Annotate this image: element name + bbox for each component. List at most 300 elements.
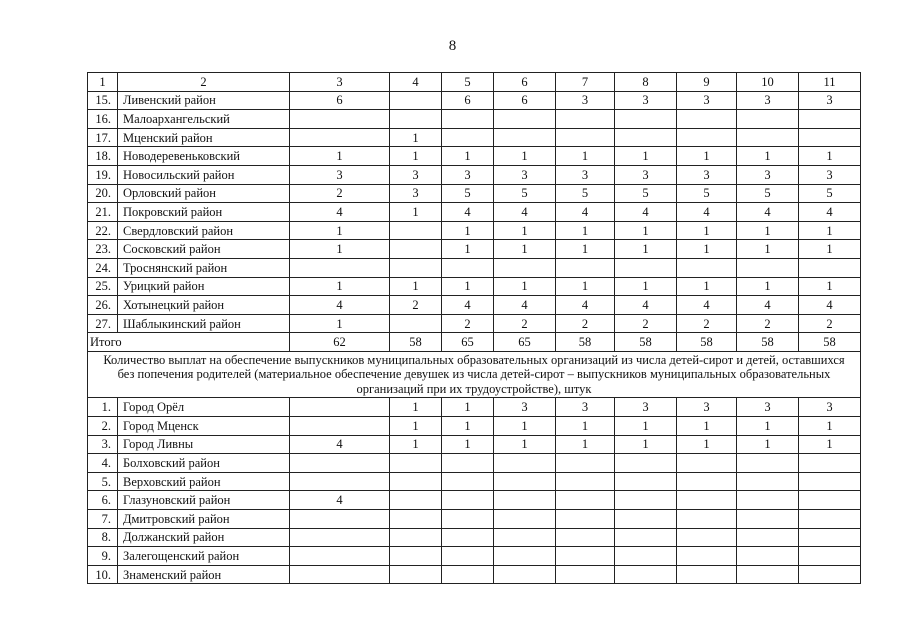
value-cell [494, 528, 556, 547]
table-row [88, 184, 861, 203]
district-name: Знаменский район [118, 565, 290, 584]
district-name: Город Ливны [118, 435, 290, 454]
value-cell: 4 [290, 491, 390, 510]
value-cell: 3 [799, 398, 861, 417]
value-cell: 6 [442, 91, 494, 110]
value-cell: 6 [290, 91, 390, 110]
value-cell: 1 [442, 398, 494, 417]
value-cell [390, 547, 442, 566]
value-cell [390, 258, 442, 277]
value-cell [799, 565, 861, 584]
value-cell [290, 509, 390, 528]
value-cell [799, 472, 861, 491]
value-cell [442, 128, 494, 147]
value-cell: 3 [615, 91, 677, 110]
header-cell: 4 [390, 73, 442, 92]
value-cell: 5 [799, 184, 861, 203]
value-cell: 3 [615, 165, 677, 184]
value-cell [290, 417, 390, 436]
district-name: Малоархангельский [118, 110, 290, 129]
value-cell: 4 [494, 296, 556, 315]
value-cell: 1 [390, 203, 442, 222]
value-cell: 5 [615, 184, 677, 203]
value-cell [290, 565, 390, 584]
table-row [88, 472, 861, 491]
header-cell: 3 [290, 73, 390, 92]
table-row [88, 110, 861, 129]
value-cell: 4 [290, 435, 390, 454]
row-number: 4. [88, 454, 118, 473]
value-cell: 1 [556, 240, 615, 259]
value-cell [442, 258, 494, 277]
value-cell [290, 547, 390, 566]
value-cell [390, 491, 442, 510]
row-number: 1. [88, 398, 118, 417]
district-name: Дмитровский район [118, 509, 290, 528]
table-row [88, 417, 861, 436]
value-cell [615, 565, 677, 584]
value-cell [556, 528, 615, 547]
value-cell: 3 [442, 165, 494, 184]
total-value: 62 [290, 333, 390, 352]
value-cell [556, 472, 615, 491]
header-cell: 9 [677, 73, 737, 92]
value-cell: 3 [799, 165, 861, 184]
value-cell [494, 128, 556, 147]
value-cell: 2 [677, 314, 737, 333]
district-name: Должанский район [118, 528, 290, 547]
value-cell [677, 547, 737, 566]
value-cell: 1 [494, 221, 556, 240]
value-cell [799, 454, 861, 473]
value-cell [290, 528, 390, 547]
district-name: Город Мценск [118, 417, 290, 436]
data-table [87, 72, 861, 584]
value-cell: 3 [615, 398, 677, 417]
value-cell: 1 [290, 240, 390, 259]
value-cell: 5 [677, 184, 737, 203]
row-number: 6. [88, 491, 118, 510]
value-cell: 3 [494, 165, 556, 184]
row-number: 27. [88, 314, 118, 333]
value-cell [677, 565, 737, 584]
value-cell: 2 [556, 314, 615, 333]
value-cell [390, 472, 442, 491]
district-name: Троснянский район [118, 258, 290, 277]
table-row [88, 258, 861, 277]
value-cell: 4 [677, 296, 737, 315]
table-row [88, 296, 861, 315]
value-cell [290, 454, 390, 473]
value-cell: 2 [799, 314, 861, 333]
value-cell [799, 547, 861, 566]
value-cell: 1 [737, 221, 799, 240]
district-name: Верховский район [118, 472, 290, 491]
value-cell [615, 128, 677, 147]
table-row [88, 147, 861, 166]
value-cell: 2 [615, 314, 677, 333]
value-cell: 4 [615, 296, 677, 315]
value-cell [442, 110, 494, 129]
value-cell: 1 [737, 435, 799, 454]
value-cell [737, 528, 799, 547]
value-cell: 1 [494, 435, 556, 454]
header-cell: 11 [799, 73, 861, 92]
value-cell [390, 528, 442, 547]
value-cell: 1 [615, 147, 677, 166]
value-cell [737, 472, 799, 491]
row-number: 26. [88, 296, 118, 315]
value-cell: 3 [390, 165, 442, 184]
value-cell [615, 110, 677, 129]
value-cell [442, 547, 494, 566]
value-cell [494, 565, 556, 584]
value-cell: 1 [615, 221, 677, 240]
value-cell: 2 [290, 184, 390, 203]
total-label: Итого [88, 333, 290, 352]
value-cell [442, 528, 494, 547]
value-cell: 1 [494, 147, 556, 166]
value-cell: 3 [390, 184, 442, 203]
value-cell [442, 454, 494, 473]
value-cell [799, 110, 861, 129]
value-cell [677, 110, 737, 129]
value-cell: 1 [556, 435, 615, 454]
value-cell [390, 509, 442, 528]
value-cell: 1 [737, 417, 799, 436]
row-number: 16. [88, 110, 118, 129]
value-cell: 2 [494, 314, 556, 333]
value-cell: 1 [442, 221, 494, 240]
value-cell: 5 [442, 184, 494, 203]
table-row [88, 165, 861, 184]
value-cell [677, 128, 737, 147]
row-number: 2. [88, 417, 118, 436]
value-cell: 1 [737, 147, 799, 166]
value-cell [615, 258, 677, 277]
value-cell [737, 547, 799, 566]
value-cell [737, 509, 799, 528]
total-value: 58 [677, 333, 737, 352]
row-number: 22. [88, 221, 118, 240]
section-row [88, 351, 861, 398]
value-cell: 3 [799, 91, 861, 110]
value-cell [494, 547, 556, 566]
district-name: Орловский район [118, 184, 290, 203]
value-cell: 1 [290, 147, 390, 166]
value-cell [799, 128, 861, 147]
value-cell [677, 472, 737, 491]
value-cell [615, 547, 677, 566]
value-cell: 1 [615, 277, 677, 296]
district-name: Свердловский район [118, 221, 290, 240]
value-cell [615, 528, 677, 547]
value-cell: 1 [677, 277, 737, 296]
district-name: Новодеревеньковский [118, 147, 290, 166]
value-cell: 1 [615, 240, 677, 259]
value-cell: 4 [290, 296, 390, 315]
row-number: 24. [88, 258, 118, 277]
value-cell: 1 [799, 277, 861, 296]
value-cell [390, 221, 442, 240]
total-value: 65 [494, 333, 556, 352]
value-cell: 4 [290, 203, 390, 222]
value-cell: 3 [677, 165, 737, 184]
value-cell [677, 528, 737, 547]
total-value: 58 [615, 333, 677, 352]
table-row [88, 509, 861, 528]
table-row [88, 128, 861, 147]
value-cell: 3 [290, 165, 390, 184]
value-cell [390, 314, 442, 333]
header-cell: 7 [556, 73, 615, 92]
value-cell [290, 110, 390, 129]
table-row [88, 277, 861, 296]
district-name: Новосильский район [118, 165, 290, 184]
value-cell [737, 128, 799, 147]
value-cell: 4 [737, 203, 799, 222]
table-row [88, 203, 861, 222]
value-cell [442, 509, 494, 528]
row-number: 25. [88, 277, 118, 296]
row-number: 3. [88, 435, 118, 454]
value-cell: 4 [615, 203, 677, 222]
value-cell: 4 [737, 296, 799, 315]
value-cell [556, 509, 615, 528]
header-cell: 2 [118, 73, 290, 92]
section-title: Количество выплат на обеспечение выпускников муниципальных образовательных организаций из числа детей-сирот и детей, оставшихся без попечения родителей (материальное обеспечение девушек из числа детей-сирот – выпускников муниципальных образовательных организаций при их трудоустройстве), штук [88, 351, 861, 398]
value-cell: 6 [494, 91, 556, 110]
value-cell [290, 128, 390, 147]
value-cell: 1 [442, 240, 494, 259]
value-cell: 4 [677, 203, 737, 222]
district-name: Мценский район [118, 128, 290, 147]
value-cell: 1 [442, 417, 494, 436]
value-cell [556, 258, 615, 277]
row-number: 17. [88, 128, 118, 147]
value-cell: 3 [556, 165, 615, 184]
value-cell [737, 491, 799, 510]
value-cell: 4 [799, 203, 861, 222]
value-cell [390, 454, 442, 473]
value-cell: 2 [442, 314, 494, 333]
district-name: Ливенский район [118, 91, 290, 110]
value-cell: 3 [737, 165, 799, 184]
header-cell: 6 [494, 73, 556, 92]
value-cell [494, 110, 556, 129]
value-cell: 1 [494, 417, 556, 436]
row-number: 9. [88, 547, 118, 566]
value-cell: 1 [737, 277, 799, 296]
header-cell: 8 [615, 73, 677, 92]
value-cell [677, 491, 737, 510]
total-value: 65 [442, 333, 494, 352]
value-cell [799, 491, 861, 510]
value-cell: 1 [677, 240, 737, 259]
value-cell: 1 [615, 435, 677, 454]
value-cell: 1 [677, 221, 737, 240]
value-cell: 5 [556, 184, 615, 203]
value-cell [615, 491, 677, 510]
value-cell [442, 491, 494, 510]
value-cell: 1 [799, 147, 861, 166]
value-cell: 1 [799, 435, 861, 454]
value-cell: 5 [737, 184, 799, 203]
header-cell: 10 [737, 73, 799, 92]
value-cell: 1 [615, 417, 677, 436]
row-number: 5. [88, 472, 118, 491]
value-cell: 1 [442, 147, 494, 166]
value-cell: 1 [390, 435, 442, 454]
value-cell: 2 [737, 314, 799, 333]
value-cell [442, 565, 494, 584]
value-cell: 1 [556, 277, 615, 296]
value-cell: 3 [737, 398, 799, 417]
value-cell [677, 454, 737, 473]
value-cell: 1 [290, 314, 390, 333]
table-row [88, 565, 861, 584]
value-cell [494, 472, 556, 491]
value-cell: 1 [390, 417, 442, 436]
value-cell: 3 [556, 91, 615, 110]
row-number: 15. [88, 91, 118, 110]
value-cell: 1 [737, 240, 799, 259]
value-cell: 1 [390, 277, 442, 296]
value-cell [556, 565, 615, 584]
value-cell [737, 110, 799, 129]
value-cell [799, 258, 861, 277]
value-cell [556, 128, 615, 147]
value-cell: 4 [799, 296, 861, 315]
district-name: Глазуновский район [118, 491, 290, 510]
value-cell [615, 472, 677, 491]
value-cell: 1 [494, 240, 556, 259]
value-cell: 4 [442, 203, 494, 222]
total-row [88, 333, 861, 352]
header-cell: 1 [88, 73, 118, 92]
value-cell: 1 [677, 435, 737, 454]
value-cell [615, 454, 677, 473]
value-cell: 1 [290, 277, 390, 296]
value-cell: 2 [390, 296, 442, 315]
value-cell [677, 509, 737, 528]
value-cell [494, 491, 556, 510]
district-name: Покровский район [118, 203, 290, 222]
value-cell: 1 [390, 398, 442, 417]
page-number: 8 [448, 38, 457, 54]
table-row [88, 314, 861, 333]
value-cell: 1 [799, 240, 861, 259]
value-cell: 1 [390, 147, 442, 166]
value-cell [290, 472, 390, 491]
value-cell: 1 [556, 147, 615, 166]
value-cell: 1 [556, 221, 615, 240]
value-cell: 3 [677, 398, 737, 417]
value-cell [556, 454, 615, 473]
value-cell: 3 [556, 398, 615, 417]
value-cell: 1 [390, 128, 442, 147]
row-number: 18. [88, 147, 118, 166]
table-row [88, 454, 861, 473]
value-cell: 1 [799, 417, 861, 436]
total-value: 58 [737, 333, 799, 352]
value-cell [494, 258, 556, 277]
row-number: 8. [88, 528, 118, 547]
row-number: 10. [88, 565, 118, 584]
value-cell: 1 [556, 417, 615, 436]
value-cell: 1 [677, 417, 737, 436]
value-cell [390, 110, 442, 129]
row-number: 21. [88, 203, 118, 222]
district-name: Хотынецкий район [118, 296, 290, 315]
table-body [88, 73, 861, 584]
value-cell [556, 110, 615, 129]
value-cell: 4 [494, 203, 556, 222]
table-row [88, 221, 861, 240]
column-number-row [88, 73, 861, 92]
value-cell [799, 509, 861, 528]
total-value: 58 [799, 333, 861, 352]
table-row [88, 435, 861, 454]
value-cell [494, 454, 556, 473]
district-name: Урицкий район [118, 277, 290, 296]
value-cell [442, 472, 494, 491]
value-cell: 1 [677, 147, 737, 166]
value-cell: 1 [799, 221, 861, 240]
table-row [88, 91, 861, 110]
row-number: 23. [88, 240, 118, 259]
district-name: Сосковский район [118, 240, 290, 259]
row-number: 19. [88, 165, 118, 184]
header-cell: 5 [442, 73, 494, 92]
value-cell [737, 565, 799, 584]
value-cell [290, 398, 390, 417]
value-cell [737, 454, 799, 473]
value-cell: 1 [290, 221, 390, 240]
table-row [88, 240, 861, 259]
total-value: 58 [390, 333, 442, 352]
value-cell [290, 258, 390, 277]
district-name: Город Орёл [118, 398, 290, 417]
district-name: Залегощенский район [118, 547, 290, 566]
table-row [88, 528, 861, 547]
value-cell [799, 528, 861, 547]
value-cell [556, 491, 615, 510]
value-cell [390, 240, 442, 259]
value-cell: 1 [494, 277, 556, 296]
value-cell: 4 [556, 203, 615, 222]
value-cell: 4 [442, 296, 494, 315]
value-cell: 3 [494, 398, 556, 417]
value-cell [556, 547, 615, 566]
total-value: 58 [556, 333, 615, 352]
row-number: 20. [88, 184, 118, 203]
value-cell: 3 [677, 91, 737, 110]
value-cell [615, 509, 677, 528]
district-name: Болховский район [118, 454, 290, 473]
value-cell: 1 [442, 435, 494, 454]
table-row [88, 547, 861, 566]
value-cell: 4 [556, 296, 615, 315]
value-cell [390, 91, 442, 110]
table-row [88, 491, 861, 510]
value-cell: 5 [494, 184, 556, 203]
value-cell: 3 [737, 91, 799, 110]
row-number: 7. [88, 509, 118, 528]
value-cell [494, 509, 556, 528]
district-name: Шаблыкинский район [118, 314, 290, 333]
value-cell [737, 258, 799, 277]
